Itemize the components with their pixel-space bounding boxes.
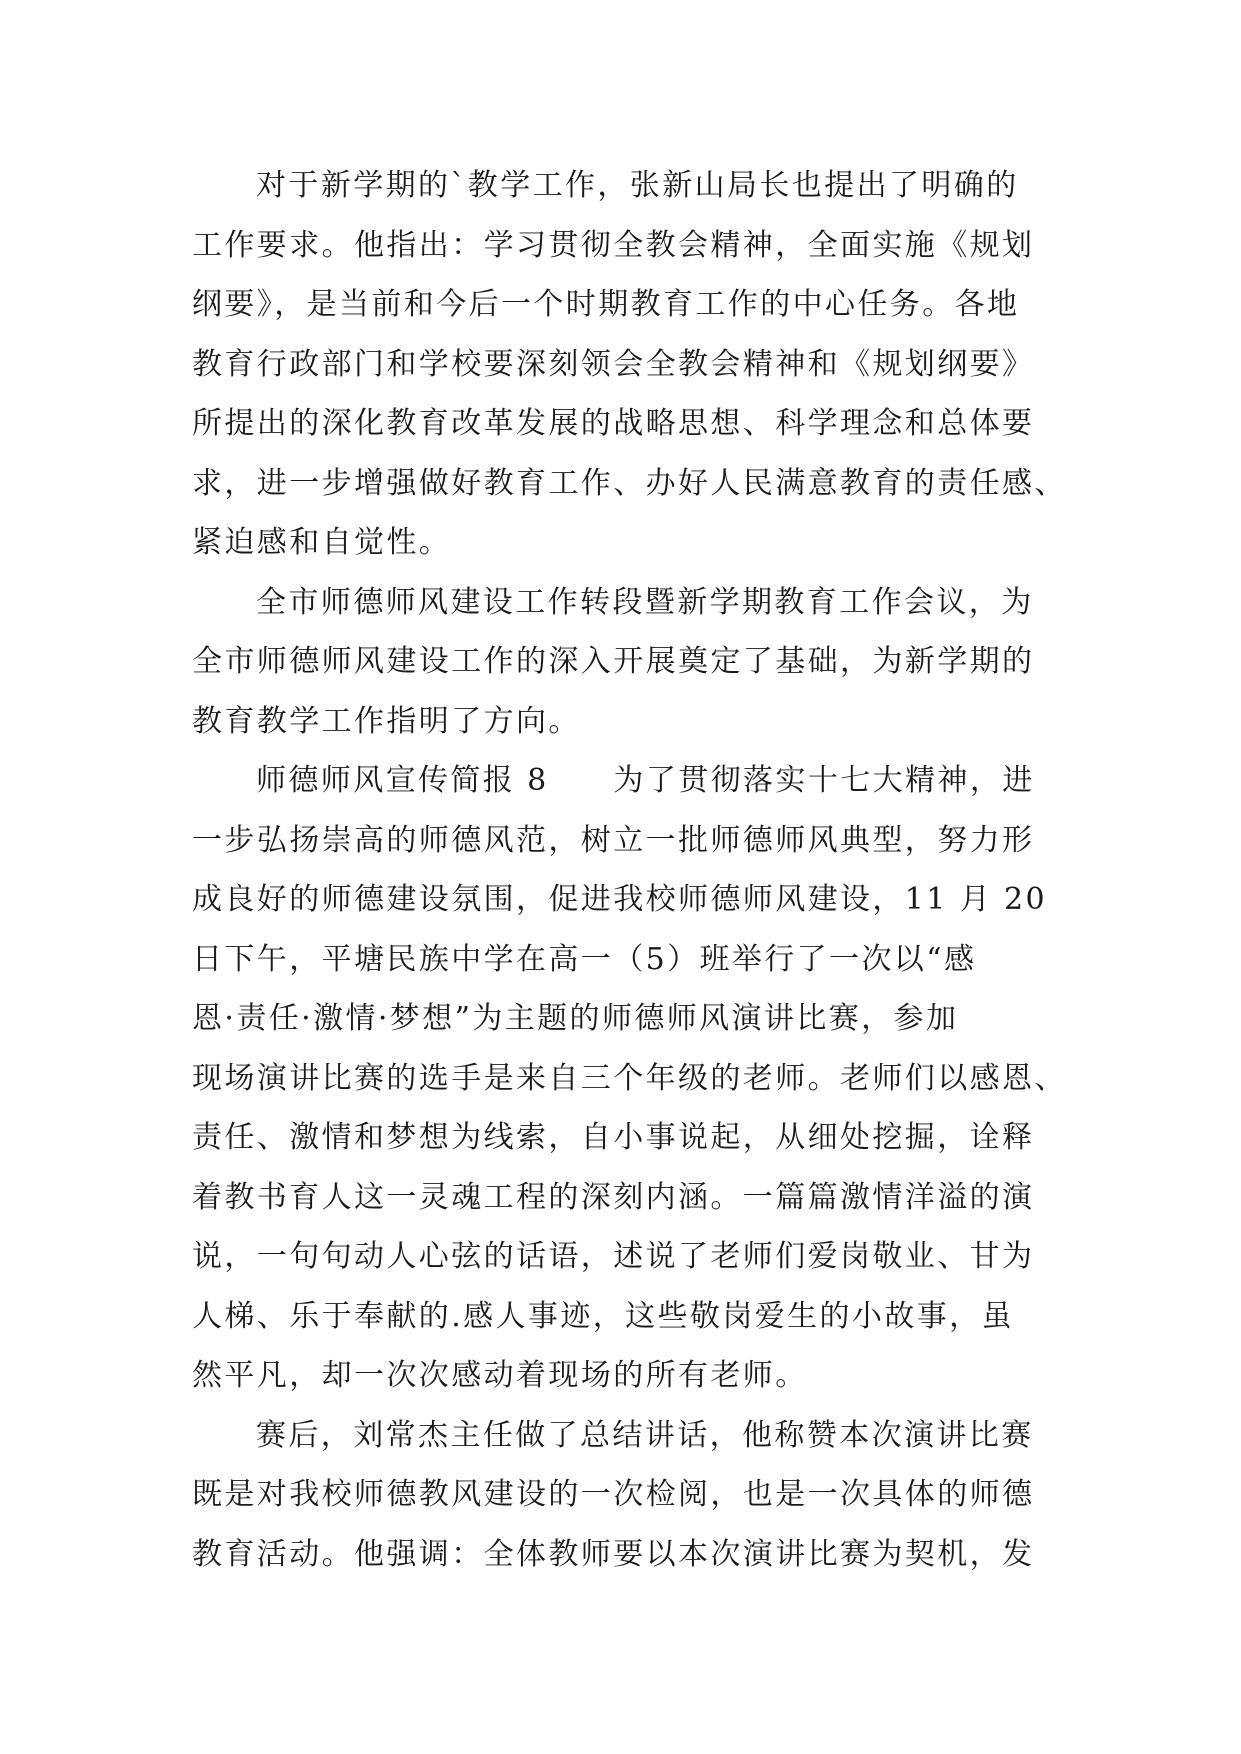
paragraph-3 [192,751,1067,1406]
paragraph-line: 然平凡，却一次次感动着现场的所有老师。 [192,1358,808,1393]
document-body [192,156,1067,1584]
paragraph-line: 说，一句句动人心弦的话语，述说了老师们爱岗敬业、甘为 [192,1239,1035,1274]
paragraph-2 [192,573,1052,752]
paragraph-line: 成良好的师德建设氛围，促进我校师德师风建设，11 月 20 [192,882,1048,917]
paragraph-line: 紧迫感和自觉性。 [192,525,452,560]
paragraph-line: 师德师风宣传简报 8 为了贯彻落实十七大精神，进 [256,763,1035,798]
paragraph-line: 纲要》，是当前和今后一个时期教育工作的中心任务。各地 [192,287,1020,322]
paragraph-line: 所提出的深化教育改革发展的战略思想、科学理念和总体要 [192,406,1035,441]
paragraph-line: 对于新学期的`教学工作，张新山局长也提出了明确的 [256,168,1019,203]
paragraph-line: 着教书育人这一灵魂工程的深刻内涵。一篇篇激情洋溢的演 [192,1179,1035,1215]
paragraph-line: 教育行政部门和学校要深刻领会全教会精神和《规划纲要》 [192,346,1035,382]
paragraph-line: 教育教学工作指明了方向。 [192,703,581,739]
paragraph-line: 现场演讲比赛的选手是来自三个年级的老师。老师们以感恩、 [192,1060,1067,1096]
paragraph-line: 教育活动。他强调：全体教师要以本次演讲比赛为契机，发 [192,1536,1035,1572]
paragraph-line: 赛后，刘常杰主任做了总结讲话，他称赞本次演讲比赛 [256,1417,1034,1453]
paragraph-line: 责任、激情和梦想为线索，自小事说起，从细处挖掘，诠释 [192,1120,1035,1155]
paragraph-line: 工作要求。他指出：学习贯彻全教会精神，全面实施《规划 [192,227,1035,263]
paragraph-line: 既是对我校师德教风建设的一次检阅，也是一次具体的师德 [192,1477,1035,1512]
paragraph-line: 一步弘扬崇高的师德风范，树立一批师德师风典型，努力形 [192,822,1035,858]
paragraph-line: 人梯、乐于奉献的.感人事迹，这些敬岗爱生的小故事，虽 [192,1298,1014,1334]
paragraph-line: 全市师德师风建设工作的深入开展奠定了基础，为新学期的 [192,644,1035,679]
paragraph-line: 恩·责任·激情·梦想”为主题的师德师风演讲比赛，参加 [192,1001,959,1036]
paragraph-line: 日下午，平塘民族中学在高一（5）班举行了一次以“感 [192,941,977,977]
paragraph-4 [192,1406,1052,1585]
paragraph-1 [192,156,1067,573]
paragraph-line: 求，进一步增强做好教育工作、办好人民满意教育的责任感、 [192,465,1067,501]
paragraph-line: 全市师德师风建设工作转段暨新学期教育工作会议，为 [256,584,1034,620]
